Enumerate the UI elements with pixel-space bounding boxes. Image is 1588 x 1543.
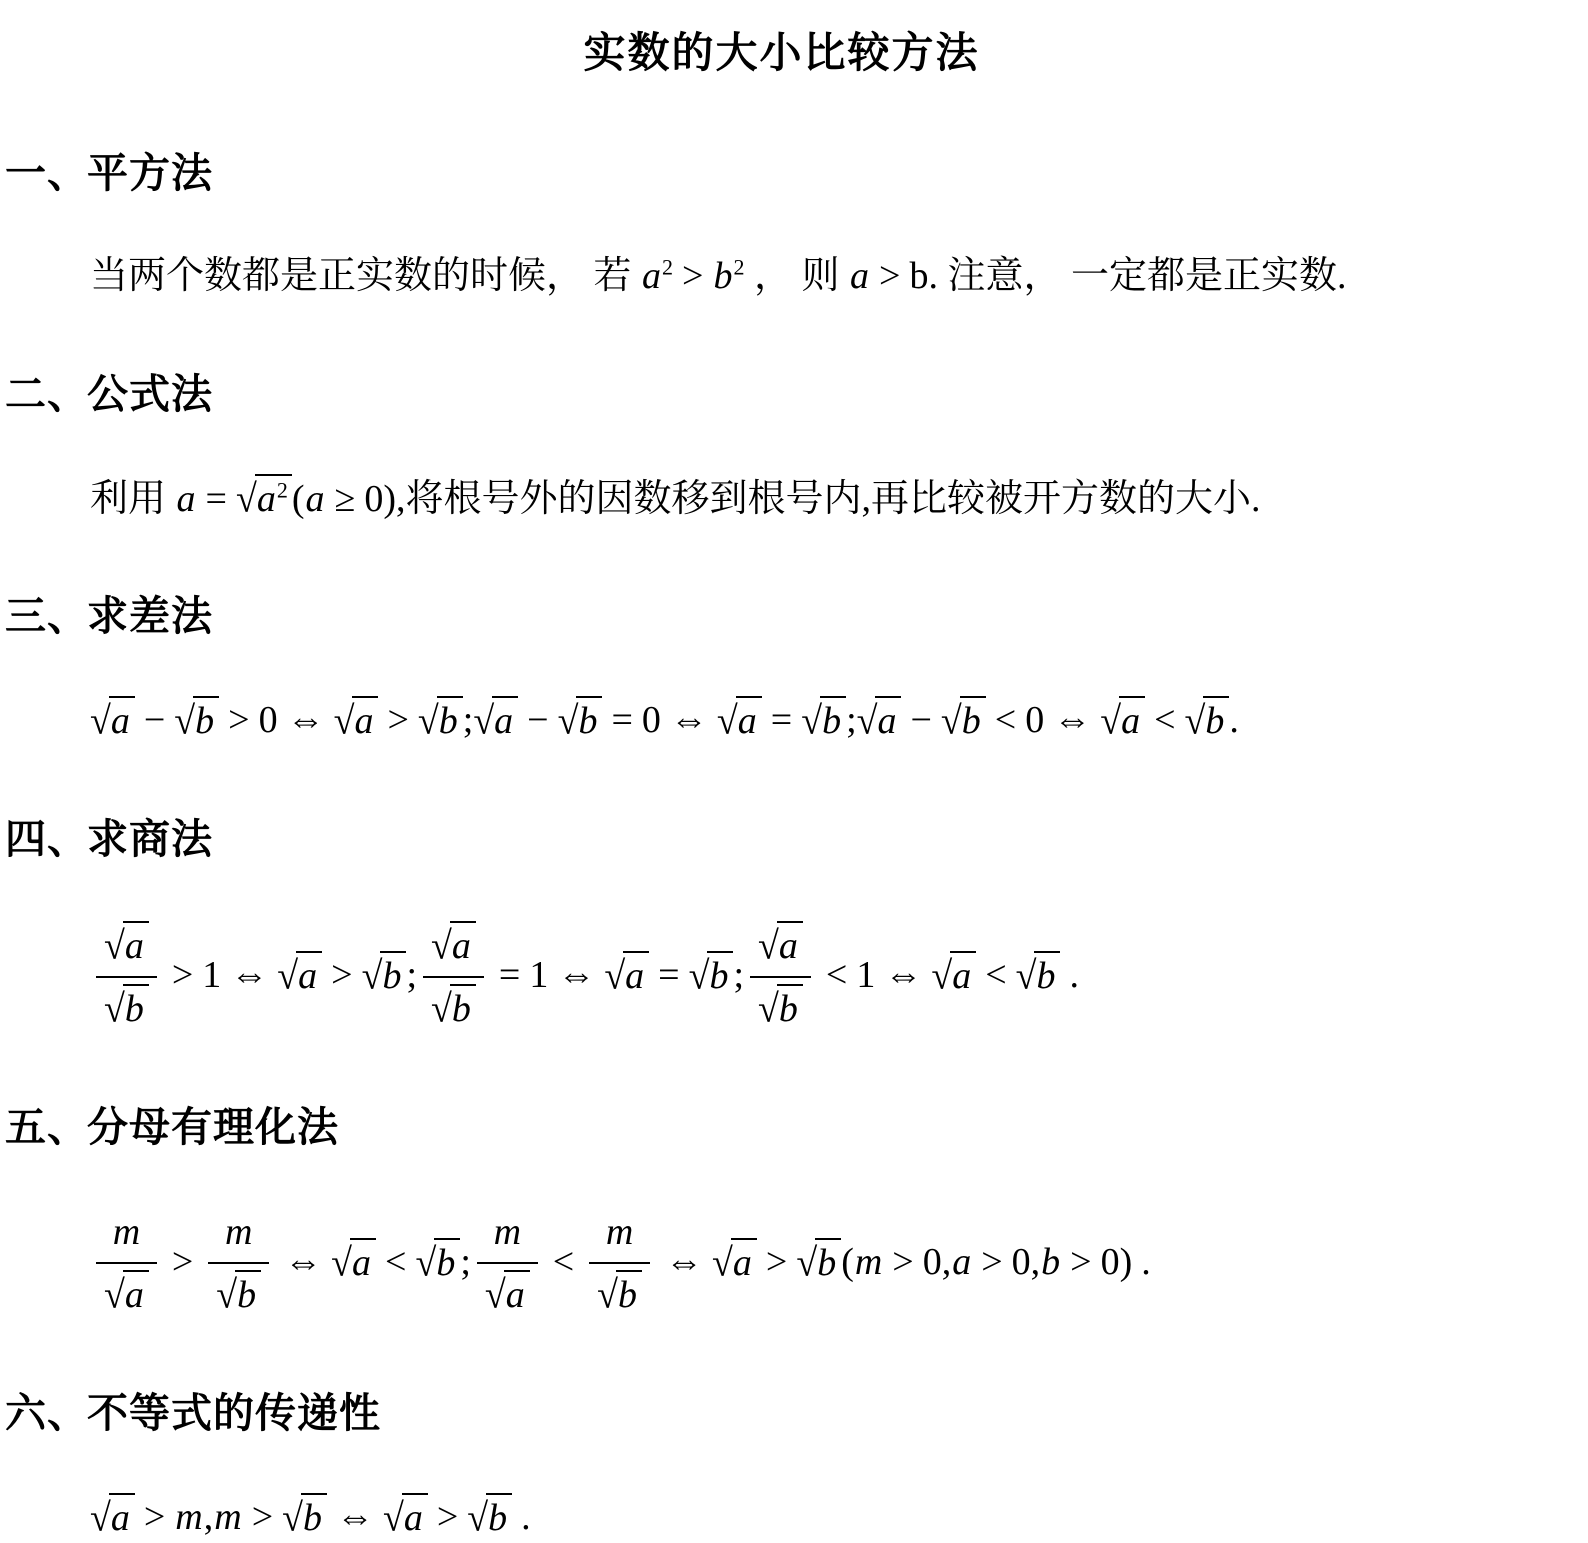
section-6-heading — [5, 1380, 1558, 1439]
section-5-number: 五、 — [5, 1102, 89, 1151]
section-4-number: 四、 — [5, 814, 89, 863]
section-4-formula: $\frac{√a}{√b}$ > 1 ⇔ √a > √b ; $\frac{√a}{√b}$ = 1 ⇔ √a = √b ; $\frac{√a}{√b}$ < 1 ⇔ √a < √b . — [90, 919, 1558, 1034]
section-2-number: 二、 — [5, 369, 89, 418]
section-2-formula — [5, 361, 1558, 524]
section-2-title: 公式法 — [87, 369, 213, 418]
section-5-formula: $\frac{m}{√a}$ > $\frac{m}{√b}$ ⇔ √a < √b ; $\frac{m}{√a}$ < $\frac{m}{√b}$ ⇔ √a > √b ( m > 0, a > 0, b > 0) . — [90, 1207, 1558, 1320]
section-2-body: 利用 $a = √a^2$ (a ≥ 0),将根号外的因数移到根号内,再比较被开方数的大小. — [90, 474, 1558, 524]
section-5-rationalize — [5, 1094, 1558, 1320]
section-6-formula: √a > m , m > √b ⇔ √a > √b . — [90, 1493, 1558, 1543]
section-4-title: 求商法 — [87, 814, 213, 863]
section-1-heading — [5, 140, 1558, 199]
section-6-transitivity — [5, 1380, 1558, 1543]
section-1-squaring — [5, 140, 1558, 301]
section-3-formula: √a − √b > 0 ⇔ √a > √b ; √a − √b = 0 ⇔ √a = √b ; √a − √b < 0 ⇔ √a < √b . — [90, 696, 1558, 746]
section-5-heading — [5, 1094, 1558, 1153]
section-3-title: 求差法 — [87, 592, 213, 640]
page-title: 实数的大小比较方法 — [583, 28, 980, 77]
section-1-title: 平方法 — [87, 149, 213, 197]
section-5-title: 分母有理化法 — [87, 1102, 339, 1151]
section-2-heading — [5, 361, 1558, 420]
section-6-number: 六、 — [5, 1388, 89, 1437]
section-3-number: 三、 — [5, 592, 89, 640]
section-4-quotient — [5, 806, 1558, 1034]
section-3-difference — [5, 583, 1558, 746]
section-1-number: 一、 — [5, 149, 89, 197]
section-4-heading — [5, 806, 1558, 865]
section-6-title: 不等式的传递性 — [87, 1388, 381, 1437]
section-3-heading — [5, 583, 1558, 642]
section-1-body: 当两个数都是正实数的时候， 若 $a^2 > b^2$ ， 则 a > b. 注意， 一定都是正实数. — [90, 254, 1347, 297]
